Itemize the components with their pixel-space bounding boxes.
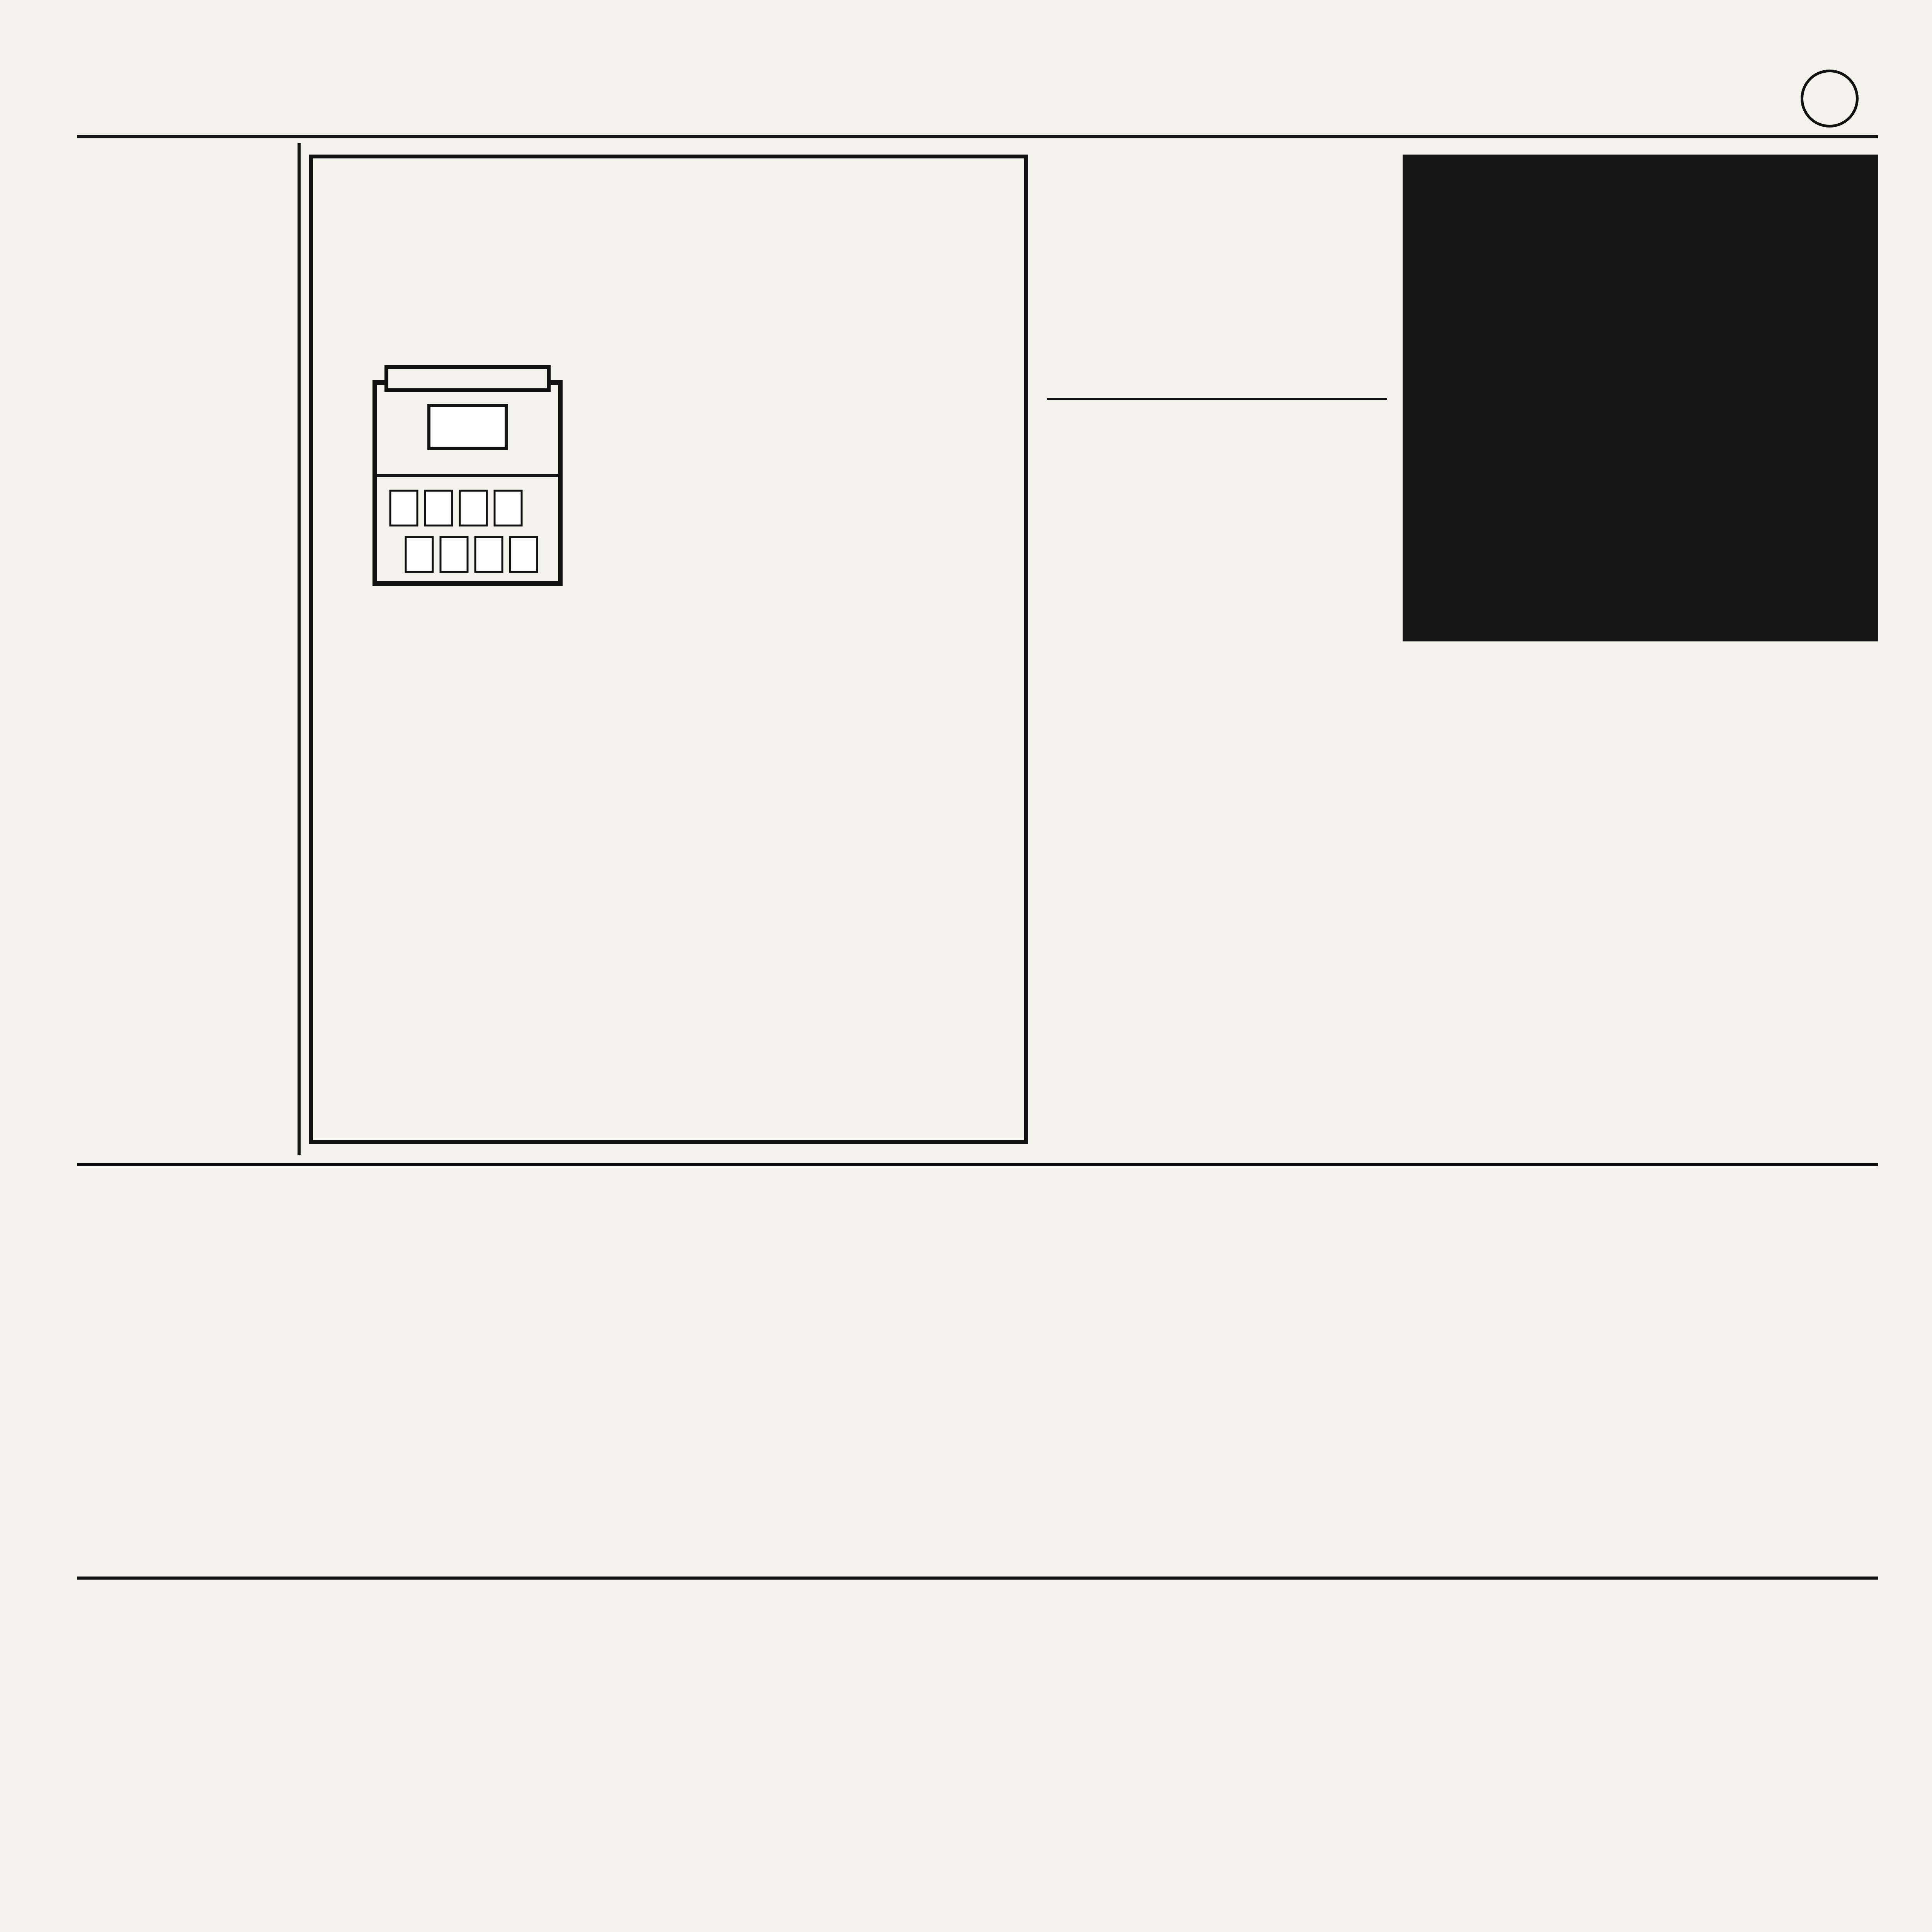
- ad-noodle-char: [1426, 425, 1642, 603]
- ad-noodle: [1403, 155, 1878, 1159]
- mahjong-box-label: [437, 408, 498, 446]
- news-section: [77, 1171, 1878, 1573]
- masthead-title: [800, 66, 1302, 131]
- divider: [298, 143, 301, 1155]
- ad-noodle-phone-label: [1488, 738, 1604, 773]
- share-row: [513, 1584, 622, 1932]
- ad-health-title-b: [201, 599, 294, 1140]
- ad-noodle-slogan: [1457, 611, 1642, 634]
- ad-noodle-slogan: [1457, 197, 1642, 220]
- ad-noodle-english-addr: [1565, 699, 1866, 734]
- section-rule: [77, 1577, 1878, 1580]
- news-body: [81, 1171, 1797, 1573]
- ad-health: [77, 143, 294, 1159]
- ad-sausage-line-label: [1047, 301, 1387, 344]
- ad-bagmaker-body: [564, 182, 1009, 896]
- share-row: [731, 1584, 840, 1932]
- ad-bagmaker-sign: [328, 653, 379, 970]
- ad-sausage-name: [1047, 205, 1387, 294]
- share-row: [1058, 1584, 1167, 1932]
- ad-noodle-phone: [1619, 738, 1866, 773]
- ad-health-title-a: [81, 193, 143, 541]
- share-row: [622, 1584, 731, 1932]
- masthead-rule: [77, 135, 1878, 138]
- ad-noodle-char: [1650, 402, 1866, 618]
- ad-noodle-slogan: [1457, 170, 1642, 193]
- masthead-date: [77, 66, 734, 131]
- share-row: [404, 1584, 513, 1932]
- share-notice: [77, 1584, 1878, 1932]
- divider: [1047, 398, 1387, 400]
- ad-bagmaker-label: [321, 185, 340, 240]
- ad-bagmaker-english-addr1: [429, 1078, 931, 1105]
- share-total: [77, 1681, 116, 1932]
- ad-bagmaker: [309, 155, 1028, 1144]
- ad-health-body: [151, 147, 294, 591]
- news-heading: [1804, 1186, 1878, 1565]
- share-row: [295, 1584, 404, 1932]
- mahjong-tiles: [390, 611, 560, 634]
- ad-sausage-body: [1047, 410, 1387, 1151]
- masthead-weekday: [1476, 66, 1747, 131]
- ad-noodle-slogan: [1843, 170, 1870, 626]
- share-row: [949, 1584, 1058, 1932]
- mahjong-box-illustration: [359, 359, 576, 599]
- ad-health-footer: [128, 607, 170, 1140]
- notice-body: [1171, 1584, 1750, 1932]
- share-row: [186, 1584, 295, 1932]
- ad-sausage: [1039, 147, 1395, 1159]
- share-row: [840, 1584, 949, 1932]
- masthead: [77, 66, 1893, 131]
- ad-noodle-banner: [1403, 155, 1878, 641]
- ad-bagmaker-title: [336, 193, 553, 251]
- ad-noodle-city: [1634, 777, 1866, 811]
- ad-noodle-english-name: [1410, 653, 1870, 696]
- ad-bagmaker-subtitle: [359, 274, 553, 328]
- ad-sausage-phone: [1078, 348, 1356, 390]
- notice-intro: [1824, 1600, 1878, 1932]
- ad-noodle-slogan: [1410, 166, 1441, 630]
- ad-bagmaker-english-addr2: [429, 1105, 931, 1132]
- notice-title: [1762, 1600, 1820, 1932]
- share-list: [77, 1584, 1167, 1932]
- ad-noodle-char: [1426, 232, 1642, 410]
- ad-noodle-char: [1650, 166, 1866, 383]
- page-number: [1801, 70, 1859, 128]
- ad-sausage-top: [1078, 151, 1356, 197]
- section-rule: [77, 1163, 1878, 1166]
- ad-bagmaker-english-name: [336, 1028, 993, 1078]
